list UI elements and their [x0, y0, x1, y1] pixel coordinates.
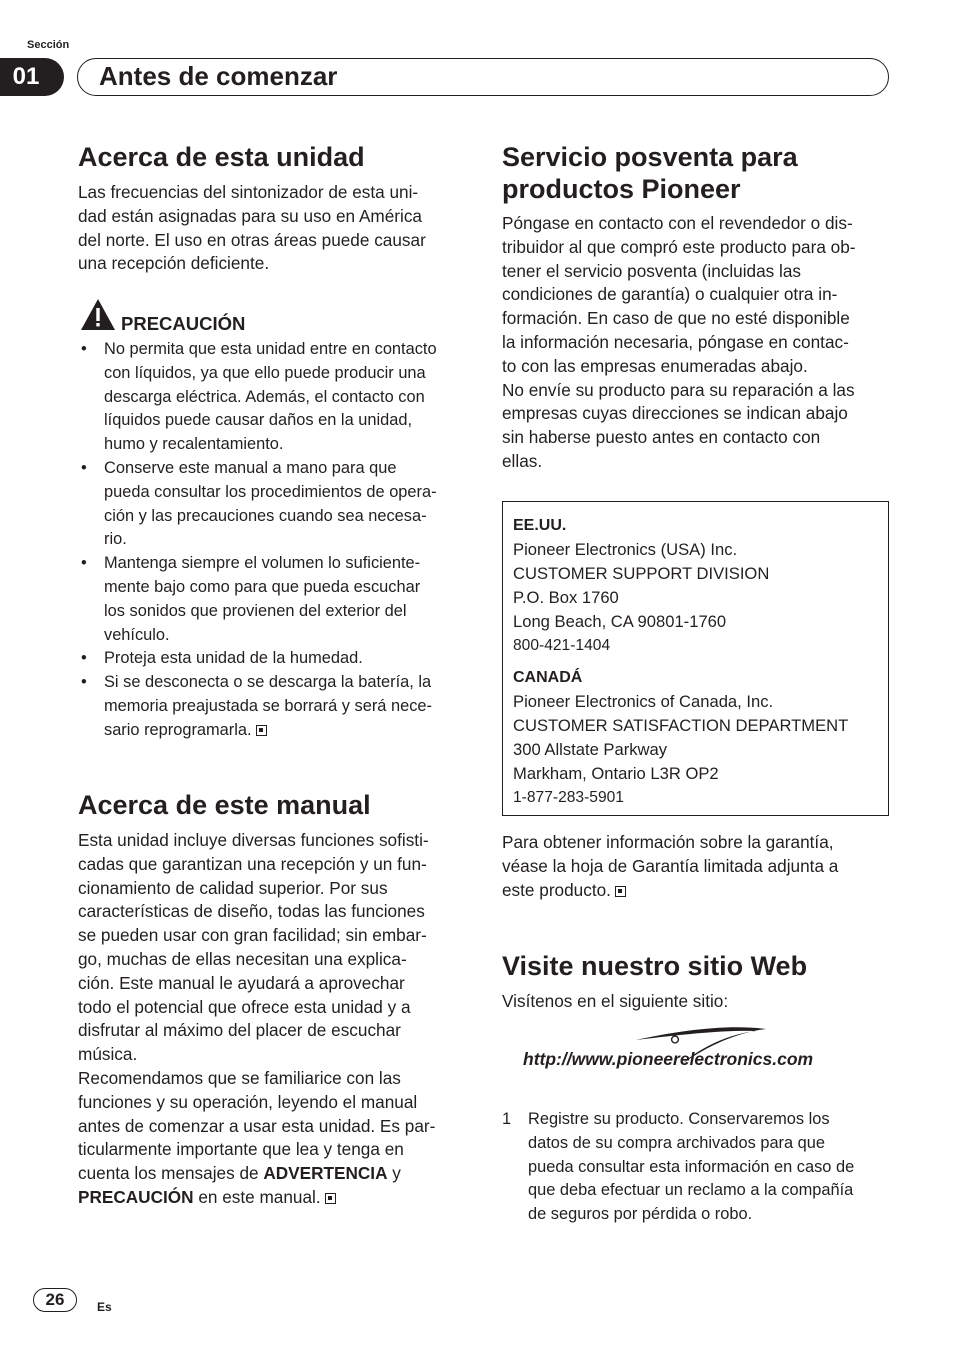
text-line: mente bajo como para que pueda escuchar	[104, 577, 421, 596]
text-line: to con las empresas enumeradas abajo.	[502, 355, 808, 376]
text-line: una recepción deficiente.	[78, 253, 270, 274]
text-line: disfrutar al máximo del placer de escuchar	[78, 1020, 401, 1041]
text-line: Las frecuencias del sintonizador de esta uni-	[78, 182, 419, 202]
text-line: todo el potencial que ofrece esta unidad y a	[78, 996, 411, 1017]
text-line	[78, 1162, 470, 1186]
text-line: ellas.	[502, 450, 543, 471]
address-phone: 1-877-283-5901	[513, 789, 624, 806]
text-line: ticularmente importante que lea y tenga en	[78, 1139, 404, 1160]
chapter-title: Antes de comenzar	[77, 58, 889, 96]
text-fragment: en este manual.	[193, 1186, 321, 1207]
heading-line: productos Pioneer	[502, 174, 741, 204]
text-line: características de diseño, todas las funciones	[78, 901, 425, 922]
text-line: empresas cuyas direcciones se indican abajo	[502, 403, 848, 424]
text-fragment: y	[387, 1163, 401, 1184]
caution-item	[78, 671, 470, 742]
caution-item	[78, 647, 470, 671]
heading-line: Servicio posventa para	[502, 142, 798, 172]
text-line: condiciones de garantía) o cualquier otra in-	[502, 284, 838, 305]
text-line: cionamiento de calidad superior. Por sus	[78, 877, 388, 898]
text-line: antes de comenzar a usar esta unidad. Es par-	[78, 1115, 436, 1136]
caution-list	[78, 338, 470, 743]
service-text	[502, 212, 894, 474]
footnote-number: 1	[502, 1110, 512, 1128]
warning-triangle-icon	[80, 298, 116, 331]
text-line: pueda consultar los procedimientos de opera-	[104, 482, 437, 501]
text-line: que deba efectuar un reclamo a la compañía	[528, 1181, 854, 1200]
text-line: véase la hoja de Garantía limitada adjunta a	[502, 855, 839, 876]
text-line: dad están asignadas para su uso en América	[78, 205, 422, 226]
text-line: • Conserve este manual a mano para que	[104, 458, 397, 477]
text-line	[78, 1186, 470, 1210]
caution-keyword: PRECAUCIÓN	[78, 1186, 194, 1207]
text-line: No envíe su producto para su reparación a las	[502, 379, 855, 400]
caution-item	[78, 338, 470, 457]
address-line: Pioneer Electronics (USA) Inc.	[513, 540, 738, 559]
text-line: humo y recalentamiento.	[104, 435, 284, 454]
end-mark-icon	[325, 1193, 336, 1204]
text-fragment: cuenta los mensajes de	[78, 1163, 264, 1184]
text-line: sin haberse puesto antes en contacto con	[502, 427, 821, 448]
text-line: funciones y su operación, leyendo el manual	[78, 1091, 418, 1112]
address-line: P.O. Box 1760	[513, 588, 619, 607]
page-number: 26	[33, 1288, 77, 1312]
text-line: de seguros por pérdida o robo.	[528, 1205, 753, 1224]
text-line: tribuidor al que compró este producto para ob-	[502, 236, 856, 257]
text-line: pueda consultar esta información en caso de	[528, 1157, 855, 1176]
text-line: go, muchas de ellas necesitan una explica-	[78, 948, 407, 969]
text-line: ción y las precauciones cuando sea necesa-	[104, 506, 427, 525]
caution-title: PRECAUCIÓN	[121, 313, 246, 334]
text-line: la información necesaria, póngase en contac-	[502, 331, 849, 352]
text-line: Esta unidad incluye diversas funciones sofisti-	[78, 830, 429, 850]
text-line: sario reprogramarla.	[104, 720, 252, 739]
about-unit-text	[78, 181, 468, 276]
language-code: Es	[97, 1300, 112, 1314]
website-intro: Visítenos en el siguiente sitio:	[502, 991, 729, 1011]
text-line: música.	[78, 1044, 138, 1065]
address-line: 300 Allstate Parkway	[513, 740, 668, 759]
address-line: Markham, Ontario L3R OP2	[513, 764, 719, 783]
address-country-canada: CANADÁ	[513, 669, 583, 686]
text-line: cadas que garantizan una recepción y un fun-	[78, 853, 427, 874]
heading-after-sales-service	[502, 141, 798, 205]
text-line: Para obtener información sobre la garantía,	[502, 832, 834, 852]
text-line: rio.	[104, 530, 127, 549]
text-line: los sonidos que provienen del exterior del	[104, 601, 407, 620]
address-box	[502, 501, 889, 816]
text-line: • Si se desconecta o se descarga la batería, la	[104, 673, 432, 692]
end-mark-icon	[615, 886, 626, 897]
address-line: Long Beach, CA 90801-1760	[513, 612, 727, 631]
text-line: se pueden usar con gran facilidad; sin embar-	[78, 925, 427, 946]
text-line: ción. Este manual le ayudará a aprovechar	[78, 972, 405, 993]
caution-item	[78, 552, 470, 647]
address-country-usa: EE.UU.	[513, 517, 567, 534]
text-line: con líquidos, ya que ello puede producir una	[104, 363, 426, 382]
heading-about-manual: Acerca de este manual	[78, 790, 371, 820]
text-line: tener el servicio posventa (incluidas las	[502, 260, 802, 281]
address-line: CUSTOMER SATISFACTION DEPARTMENT	[513, 716, 849, 735]
warning-keyword: ADVERTENCIA	[263, 1163, 388, 1184]
text-line: este producto.	[502, 879, 611, 900]
heading-visit-website: Visite nuestro sitio Web	[502, 951, 808, 981]
text-line: Registre su producto. Conservaremos los	[528, 1110, 830, 1128]
text-line: formación. En caso de que no esté disponible	[502, 308, 850, 329]
website-link[interactable]: http://www.pioneerelectronics.com	[523, 1049, 814, 1069]
text-line: descarga eléctrica. Además, el contacto con	[104, 387, 425, 406]
text-line: • Proteja esta unidad de la humedad.	[104, 649, 363, 668]
about-manual-text	[78, 829, 470, 1210]
text-line: memoria preajustada se borrará y será nece-	[104, 696, 432, 715]
address-phone: 800-421-1404	[513, 637, 611, 654]
text-line: datos de su compra archivados para que	[528, 1133, 826, 1152]
section-number-tab: 01	[0, 58, 64, 96]
caution-item	[78, 457, 470, 552]
text-line: del norte. El uso en otras áreas puede causar	[78, 229, 426, 250]
text-line: vehículo.	[104, 625, 170, 644]
footnote-text	[528, 1108, 894, 1227]
text-line: • No permita que esta unidad entre en contacto	[104, 340, 437, 358]
section-label: Sección	[27, 39, 70, 51]
text-line: Recomendamos que se familiarice con las	[78, 1067, 401, 1088]
end-mark-icon	[256, 725, 267, 736]
address-line: Pioneer Electronics of Canada, Inc.	[513, 692, 774, 711]
text-line: • Mantenga siempre el volumen lo suficiente-	[104, 554, 421, 573]
heading-about-unit: Acerca de esta unidad	[78, 142, 365, 172]
warranty-text	[502, 831, 894, 902]
address-line: CUSTOMER SUPPORT DIVISION	[513, 564, 770, 583]
text-line: líquidos puede causar daños en la unidad,	[104, 411, 413, 430]
text-line: Póngase en contacto con el revendedor o dis-	[502, 213, 853, 233]
